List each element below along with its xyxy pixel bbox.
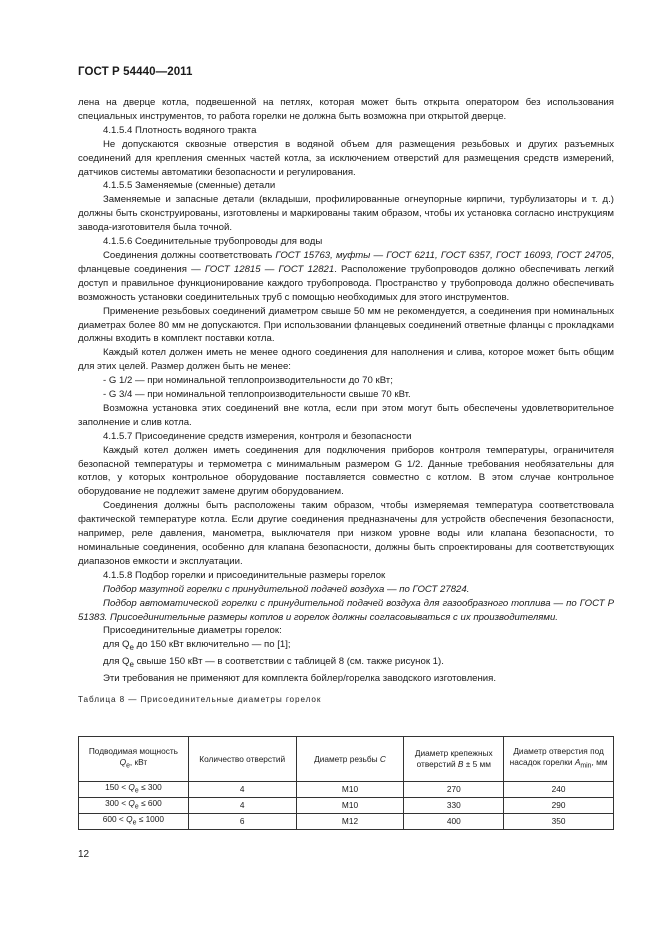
paragraph: Соединения должны быть расположены таким образом, чтобы измеряемая температура соответствовала фактической температуре котла. Если другие соединения предназначены для устройств обеспечения безопасности, например, реле давления, манометра, выключателя при низком уровне воды или клапана безопасности, то номинальные соединения, особенно для клапана безопасности, должны быть спроектированы для соответствующих диапазонов емкости и эксплуатации. xyxy=(78,500,614,567)
holes-cell: 6 xyxy=(188,814,296,830)
list-item: - G 3/4 — при номинальной теплопроизводительности свыше 70 кВт. xyxy=(103,389,411,401)
power-range-cell: $300 < Q_e \le 600$ xyxy=(79,798,189,814)
section-heading-4-1-5-6: 4.1.5.6 Соединительные трубопроводы для воды xyxy=(103,236,323,248)
paragraph: Возможна установка этих соединений вне котла, если при этом могут быть обеспечены удовлетворительное заполнение и слив котла. xyxy=(78,402,614,428)
standards-reference: ГОСТ 15763, муфты — ГОСТ 6211, ГОСТ 6357, ГОСТ 16093, ГОСТ 24705 xyxy=(275,249,612,261)
paragraph: Подбор мазутной горелки с принудительной подачей воздуха — по ГОСТ 27824. xyxy=(103,583,470,595)
paragraph: Соединения должны соответствовать ГОСТ 15763, муфты — ГОСТ 6211, ГОСТ 6357, ГОСТ 16093, ГОСТ 24705, фланцевые соединения — ГОСТ 12815 — ГОСТ 12821. Расположение трубопроводов должно обеспечивать легкий доступ и правильное функционирование каждого трубопровода. Пространство у трубопровода должно обеспечивать возможность установки соединительных труб с помощью необходимых для этого инструментов. xyxy=(78,249,614,303)
paragraph: для $Q_e$ свыше 150 кВт — в соответствии с таблицей 8 (см. также рисунок 1). xyxy=(103,656,444,670)
nozzle-diameter-cell: 240 xyxy=(504,782,614,798)
paragraph: Не допускаются сквозные отверстия в водяной объем для размещения резьбовых и других разъемных соединений для крепления сменных частей котла, за исключением отверстий для размещения средств измерений, датчиков системы автоматики безопасности и регулирования. xyxy=(78,138,614,178)
column-header-holes: Количество отверстий xyxy=(188,737,296,782)
page-number: 12 xyxy=(78,849,90,860)
thread-cell: M12 xyxy=(296,814,404,830)
paragraph: Каждый котел должен иметь не менее одного соединения для наполнения и слива, которое может быть общим для этих целей. Размер должен быть не менее: xyxy=(78,347,614,373)
column-header-nozzle-diameter: Диаметр отверстия под насадок горелки $A_{min}$, мм xyxy=(504,737,614,782)
paragraph: Применение резьбовых соединений диаметром свыше 50 мм не рекомендуется, а соединения при номинальных диаметрах более 80 мм не допускаются. При использовании фланцевых соединений ответные фланцы с прокладками должны входить в комплект поставки котла. xyxy=(78,305,614,345)
power-range-cell: $600 < Q_e \le 1000$ xyxy=(79,814,189,830)
column-header-power: Подводимая мощность $Q_e$, кВт xyxy=(79,737,189,782)
paragraph: Присоединительные диаметры горелок: xyxy=(103,625,282,637)
table-caption: Таблица 8 — Присоединительные диаметры горелок xyxy=(78,694,322,704)
body-text xyxy=(78,96,614,707)
burner-diameters-table xyxy=(78,736,614,830)
holes-cell: 4 xyxy=(188,782,296,798)
paragraph: Заменяемые и запасные детали (вкладыши, профилированные огнеупорные кирпичи, турбулизаторы и т. д.) должны быть сконструированы, изготовлены и маркированы таким образом, чтобы их установка согласно инструкциям завода-изготовителя была точной. xyxy=(78,194,614,234)
section-heading-4-1-5-7: 4.1.5.7 Присоединение средств измерения, контроля и безопасности xyxy=(103,430,412,442)
nozzle-diameter-cell: 350 xyxy=(504,814,614,830)
mount-diameter-cell: 330 xyxy=(404,798,504,814)
paragraph: Эти требования не применяют для комплекта бойлер/горелка заводского изготовления. xyxy=(103,672,497,684)
column-header-thread: Диаметр резьбы C xyxy=(296,737,404,782)
power-range-cell: $150 < Q_e \le 300$ xyxy=(79,782,189,798)
standards-reference: ГОСТ 12815 — ГОСТ 12821 xyxy=(204,263,335,275)
document-header: ГОСТ Р 54440—2011 xyxy=(78,66,193,78)
section-heading-4-1-5-5: 4.1.5.5 Заменяемые (сменные) детали xyxy=(103,180,276,192)
paragraph: Каждый котел должен иметь соединения для подключения приборов контроля температуры, ограничителя безопасной температуры и термометра с минимальным размером G 1/2. Данные требования необязательны для котлов, у которых контрольное оборудование поставляется совместно с котлом. В этом случае контрольное оборудование не подлежит замене другим оборудованием. xyxy=(78,444,614,498)
section-heading-4-1-5-4: 4.1.5.4 Плотность водяного тракта xyxy=(103,124,257,136)
table-row xyxy=(79,798,614,814)
thread-cell: M10 xyxy=(296,798,404,814)
holes-cell: 4 xyxy=(188,798,296,814)
table-row xyxy=(79,814,614,830)
mount-diameter-cell: 400 xyxy=(404,814,504,830)
paragraph: Подбор автоматической горелки с принудительной подачей воздуха для газообразного топлива — по ГОСТ Р 51383. Присоединительные размеры котлов и горелок должны согласовываться с их производителями. xyxy=(78,597,614,623)
column-header-mount-diameter: Диаметр крепежных отверстий B ± 5 мм xyxy=(404,737,504,782)
paragraph: лена на дверце котла, подвешенной на петлях, которая может быть открыта оператором без использования специальных инструментов, то работа горелки не должна быть возможна при открытой дверце. xyxy=(78,97,614,122)
thread-cell: M10 xyxy=(296,782,404,798)
section-heading-4-1-5-8: 4.1.5.8 Подбор горелки и присоединительные размеры горелок xyxy=(103,569,386,581)
nozzle-diameter-cell: 290 xyxy=(504,798,614,814)
mount-diameter-cell: 270 xyxy=(404,782,504,798)
paragraph: для $Q_e$ до 150 кВт включительно — по [1]; xyxy=(103,639,291,653)
table-row xyxy=(79,782,614,798)
list-item: - G 1/2 — при номинальной теплопроизводительности до 70 кВт; xyxy=(103,375,393,387)
